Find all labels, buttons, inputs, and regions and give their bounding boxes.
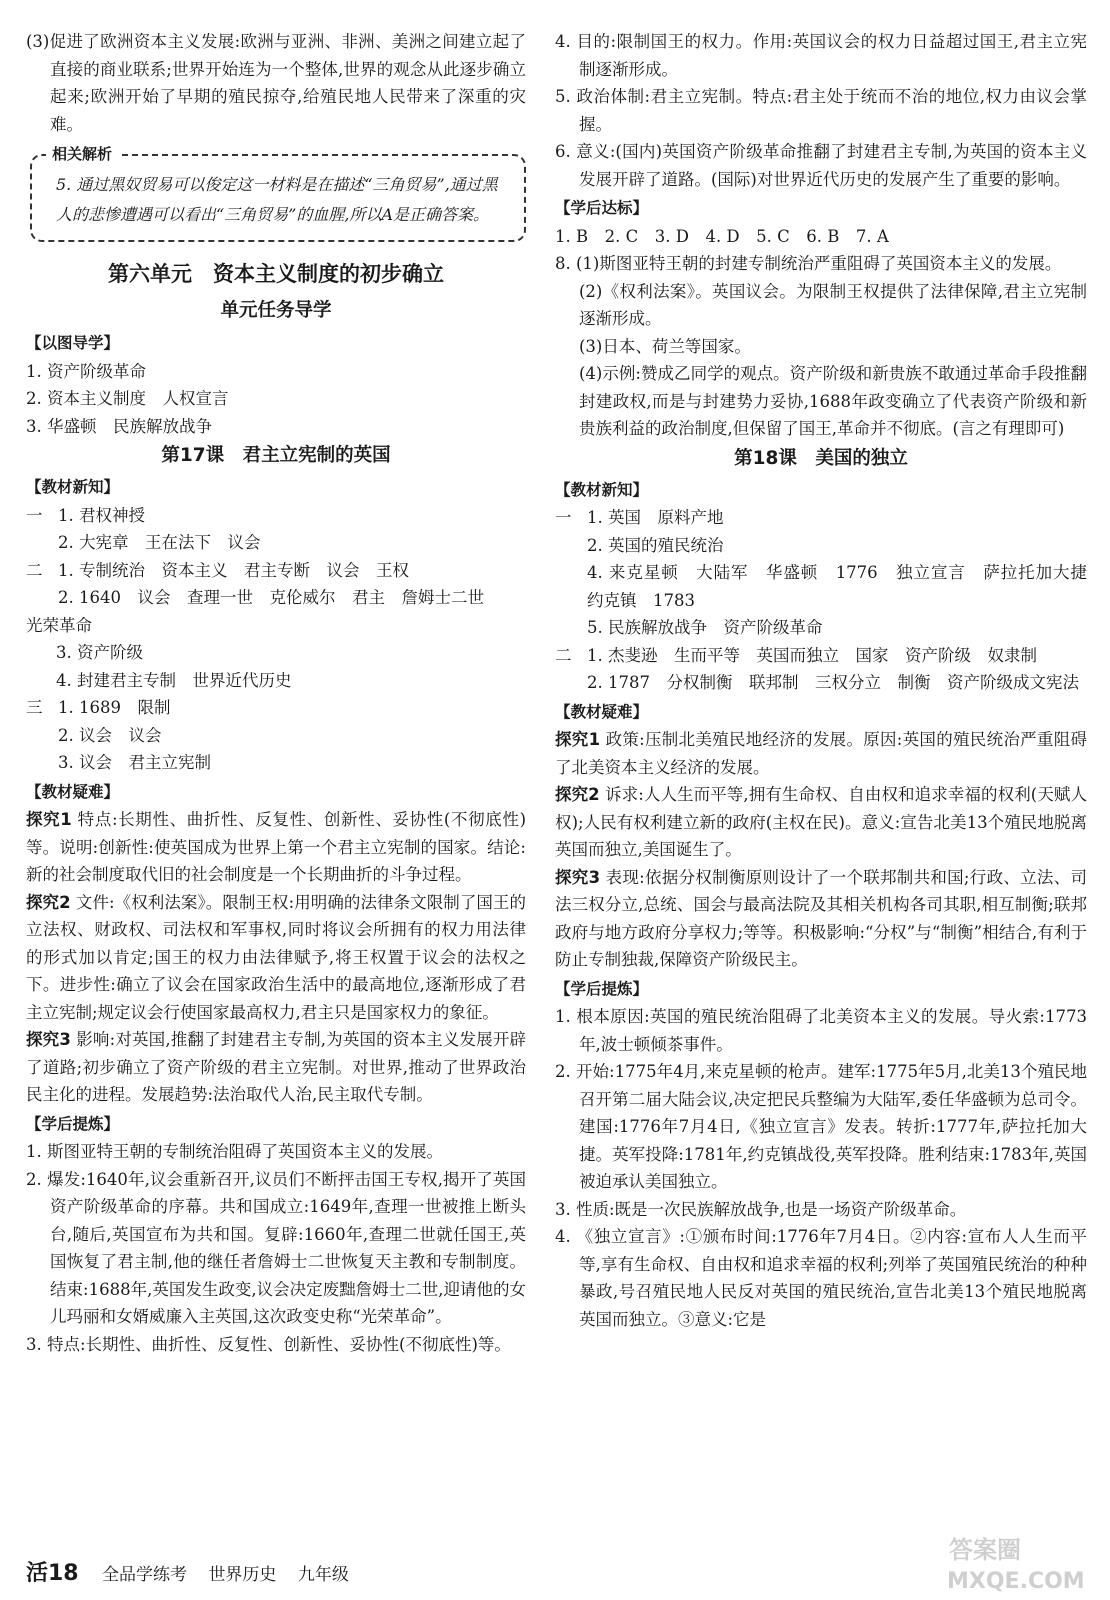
explore-paragraph [555,726,1087,781]
explore-paragraph [555,864,1087,974]
drill-item: 4. 目的:限制国王的权力。作用:英国议会的权力日益超过国王,君主立宪制逐渐形成。 [555,32,1087,79]
explore-text: 表现:依据分权制衡原则设计了一个联邦制共和国;行政、立法、司法三权分立,总统、国会与最高法院及其相关机构各司其职,相互制衡;联邦政府与地方政府分享权力;等等。积极影响:“分权”与“制衡”相结合,有利于防止专制独裁,保障资产阶级民主。 [555,867,1087,969]
right-column [555,28,1104,1333]
section-heading: 【教材新知】 [555,480,649,499]
list-item: 1. 1689 限制 [58,698,171,717]
lesson-title: 第17课 君主立宪制的英国 [161,445,391,466]
question-8-part: (3)日本、荷兰等国家。 [579,336,751,356]
section-heading: 【学后提炼】 [555,979,649,998]
list-item: 2. 英国的殖民统治 [587,535,724,555]
list-item: 2. 1787 分权制衡 联邦制 三权分立 制衡 资产阶级成文宪法 [587,673,1079,692]
list-item: 2. 1640 议会 查理一世 克伦威尔 君主 詹姆士二世 [58,588,484,607]
left-column [26,28,526,1358]
question-8-part: (2)《权利法案》。英国议会。为限制王权提供了法律保障,君主立宪制逐渐形成。 [579,281,1087,328]
explore-paragraph [26,889,526,1027]
list-item: 2. 议会 议会 [58,725,162,745]
section-heading: 【学后达标】 [555,199,649,217]
explore-text: 特点:长期性、曲折性、反复性、创新性、妥协性(不彻底性)等。说明:创新性:使英国成为世界上第一个君主立宪制的国家。结论:新的社会制度取代旧的社会制度是一个长期曲折的斗争过程。 [26,810,527,884]
explore-text: 文件:《权利法案》。限制王权:用明确的法律条文限制了国王的立法权、财政权、司法权和军事权,同时将议会所拥有的权力用法律的形式加以肯定;国王的权力由法律赋予,将王权置于议会的法权之下。进步性:确立了议会在国家政治生活中的最高地位,逐渐形成了君主立宪制;规定议会行使国家最高权力,君主只是国家权力的象征。 [26,892,526,1022]
page-number: 活18 [26,1561,79,1586]
section-heading: 【教材疑难】 [26,782,120,801]
watermark-logo [941,1530,1096,1594]
list-item: 2. 资本主义制度 人权宣言 [26,389,229,408]
answer-line: 1. B 2. C 3. D 4. D 5. C 6. B 7. A [555,226,889,246]
related-analysis-box [30,145,526,242]
list-item-continuation: 光荣革命 [26,615,92,635]
drill-item: 3. 特点:长期性、曲折性、反复性、创新性、妥协性(不彻底性)等。 [26,1334,511,1354]
group-label: 一 [555,508,572,527]
drill-item: 2. 开始:1775年4月,来克星顿的枪声。建军:1775年5月,北美13个殖民地召开第二届大陆会议,决定把民兵整编为大陆军,委任华盛顿为总司令。建国:1776年7月4日,《独立宣言》发表。转折:1777年,萨拉托加大捷。英军投降:1781年,约克镇战役,英军投降。胜利结束:1783年,英国被迫承认美国独立。 [555,1062,1087,1191]
lesson-title: 第18课 美国的独立 [734,447,908,469]
explore-text: 诉求:人人生而平等,拥有生命权、自由权和追求幸福的权利(天赋人权);人民有权利建立新的政府(主权在民)。意义:宣告北美13个殖民地脱离英国而独立,美国诞生了。 [555,785,1087,859]
group-one [26,502,526,557]
drill-item: 6. 意义:(国内)英国资产阶级革命推翻了封建君主专制,为英国的资本主义发展开辟了道路。(国际)对世界近代历史的发展产生了重要的影响。 [555,142,1087,189]
explore-label: 探究3 [555,867,601,887]
group-three [26,694,526,777]
section-heading: 【教材新知】 [26,478,120,496]
page-footer [26,1556,365,1587]
explore-paragraph [26,1026,526,1109]
question-8-part: (4)示例:赞成乙同学的观点。资产阶级和新贵族不敢通过革命手段推翻封建政权,而是与封建势力妥协,1688年政变确立了代表资产阶级和新贵族利益的政治制度,但保留了国王,革命并不彻底。(言之有理即可) [579,364,1087,438]
group-one [555,504,1104,642]
subject-name: 世界历史 [208,1565,277,1585]
grade-name: 九年级 [297,1565,349,1585]
group-two [555,642,1087,697]
explore-text: 政策:压制北美殖民地经济的发展。原因:英国的殖民统治严重阻碍了北美资本主义经济的发展。 [555,730,1087,777]
book-name: 全品学练考 [102,1565,188,1585]
explore-label: 探究1 [26,810,72,829]
watermark-line2: MXQE.COM [947,1569,1085,1594]
analysis-title: 相关解析 [46,144,118,164]
list-item: 1. 资产阶级革命 [26,361,146,381]
unit-title: 第六单元 资本主义制度的初步确立 [108,262,444,286]
drill-item: 2. 爆发:1640年,议会重新召开,议员们不断抨击国王专权,揭开了英国资产阶级革命的序幕。共和国成立:1649年,查理一世被推上断头台,随后,英国宣布为共和国。复辟:1660年,查理二世就任国王,英国恢复了君主制,他的继任者詹姆士二世恢复天主教和专制制度。结束:1688年,英国发生政变,议会决定废黜詹姆士二世,迎请他的女儿玛丽和女婿威廉入主英国,这次政变史称“光荣革命”。 [26,1169,526,1326]
drill-item: 1. 根本原因:英国的殖民统治阻碍了北美资本主义的发展。导火索:1773年,波士顿倾茶事件。 [555,1007,1087,1054]
list-item: 1. 杰斐逊 生而平等 英国而独立 国家 资产阶级 奴隶制 [587,645,1037,665]
explore-label: 探究2 [26,892,71,912]
group-label: 二 [555,645,572,665]
guide-title: 单元任务导学 [220,300,332,321]
explore-label: 探究2 [555,785,600,804]
drill-item: 1. 斯图亚特王朝的专制统治阻碍了英国资本主义的发展。 [26,1142,443,1161]
list-item: 3. 资产阶级 [56,643,143,662]
explore-text: 影响:对英国,推翻了封建君主专制,为英国的资本主义发展开辟了道路;初步确立了资产阶级的君主立宪制。对世界,推动了世界政治民主化的进程。发展趋势:法治取代人治,民主取代专制。 [26,1030,526,1104]
drill-item: 5. 政治体制:君主立宪制。特点:君主处于统而不治的地位,权力由议会掌握。 [555,87,1087,134]
explore-paragraph [26,806,526,889]
section-heading: 【教材疑难】 [555,702,649,721]
group-label: 一 [26,505,43,525]
explore-paragraph [555,781,1087,864]
question-8: 8. (1)斯图亚特王朝的封建专制统治严重阻碍了英国资本主义的发展。 [555,254,1062,273]
list-item: 1. 专制统治 资本主义 君主专断 议会 王权 [58,560,409,580]
drill-item: 3. 性质:既是一次民族解放战争,也是一场资产阶级革命。 [555,1199,967,1219]
list-item: 2. 大宪章 王在法下 议会 [58,533,261,552]
list-item: 4. 来克星顿 大陆军 华盛顿 1776 独立宣言 萨拉托加大捷 约克镇 1783 [587,563,1104,610]
list-item: 1. 君权神授 [58,505,145,525]
group-label: 二 [26,560,43,580]
intro-paragraph: (3)促进了欧洲资本主义发展:欧洲与亚洲、非洲、美洲之间建立起了直接的商业联系;世界开始连为一个整体,世界的观念从此逐步确立起来;欧洲开始了早期的殖民掠夺,给殖民地人民带来了深重的灾难。 [26,32,526,134]
list-item: 4. 封建君主专制 世界近代历史 [56,670,292,690]
drill-item: 4. 《独立宣言》:①颁布时间:1776年7月4日。②内容:宣布人人生而平等,享有生命权、自由权和追求幸福的权利;列举了英国殖民统治的种种暴政,号召殖民地人民反对英国的殖民统治,宣告北美13个殖民地脱离英国而独立。③意义:它是 [555,1227,1087,1329]
watermark-line1: 答案圈 [949,1536,1021,1564]
explore-label: 探究3 [26,1030,71,1049]
group-two [26,557,526,612]
list-item: 5. 民族解放战争 资产阶级革命 [587,618,823,637]
list-item: 3. 华盛顿 民族解放战争 [26,416,212,436]
section-heading: 【学后提炼】 [26,1114,120,1133]
list-item: 1. 英国 原料产地 [587,508,724,527]
group-label: 三 [26,698,43,717]
section-heading: 【以图导学】 [26,334,120,352]
list-item: 3. 议会 君主立宪制 [58,753,211,772]
analysis-text: 5. 通过黑奴贸易可以俊定这一材料是在描述“三角贸易”,通过黑人的悲惨遭遇可以看出“三角贸易”的血腥,所以A是正确答案。 [56,175,498,224]
explore-label: 探究1 [555,730,601,749]
